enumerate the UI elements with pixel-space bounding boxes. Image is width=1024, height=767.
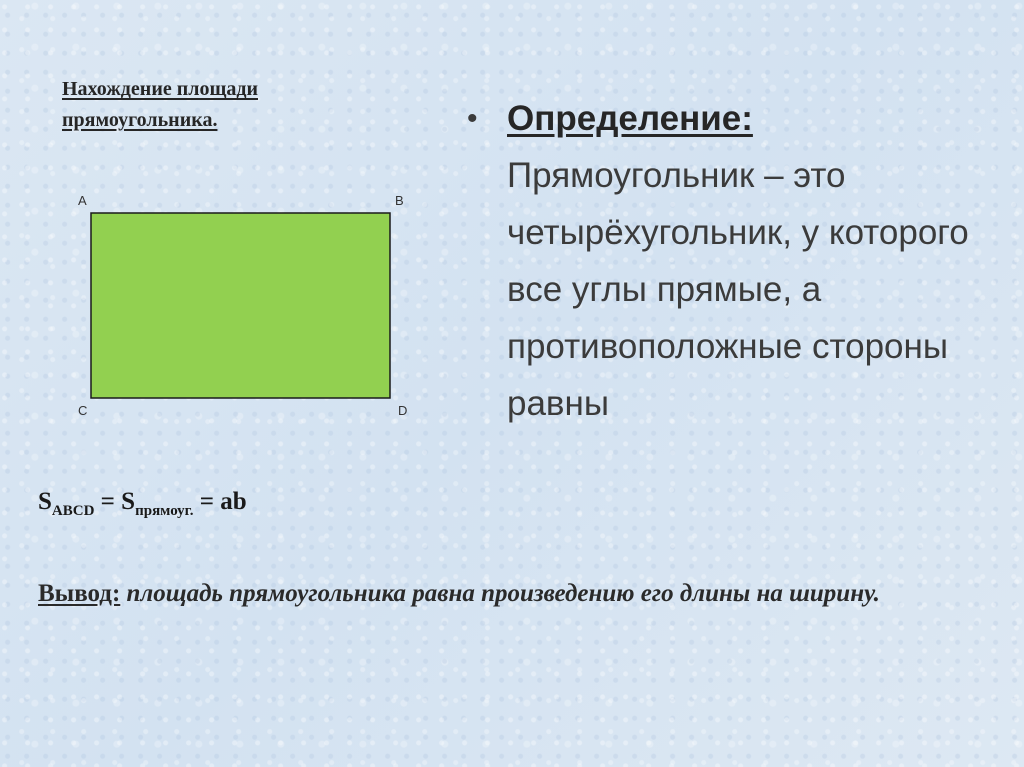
definition-heading: Определение: bbox=[507, 99, 753, 138]
conclusion-label: Вывод: bbox=[38, 580, 121, 607]
definition-block bbox=[467, 90, 987, 432]
area-formula bbox=[38, 488, 247, 520]
page-title: Нахождение площади прямоугольника. bbox=[62, 78, 258, 131]
formula-s2: S bbox=[121, 488, 136, 515]
conclusion bbox=[38, 577, 938, 611]
formula-eq2: = ab bbox=[193, 488, 247, 515]
bullet: • bbox=[467, 102, 478, 135]
formula-s1: S bbox=[38, 488, 52, 515]
vertex-label-a: A bbox=[78, 193, 87, 208]
rectangle-abcd bbox=[91, 213, 390, 398]
conclusion-text: площадь прямоугольника равна произведению его длины на ширину. bbox=[120, 580, 880, 607]
vertex-label-c: C bbox=[78, 403, 88, 418]
formula-sub-rect: прямоуг. bbox=[135, 503, 194, 519]
formula-eq1: = bbox=[94, 488, 122, 515]
formula-sub-abcd: ABCD bbox=[51, 503, 95, 519]
vertex-label-d: D bbox=[398, 403, 408, 418]
definition-text: Прямоугольник – это четырёхугольник, у которого все углы прямые, а противоположные стороны равны bbox=[507, 156, 969, 423]
vertex-label-b: B bbox=[395, 193, 404, 208]
definition-body bbox=[507, 90, 987, 432]
